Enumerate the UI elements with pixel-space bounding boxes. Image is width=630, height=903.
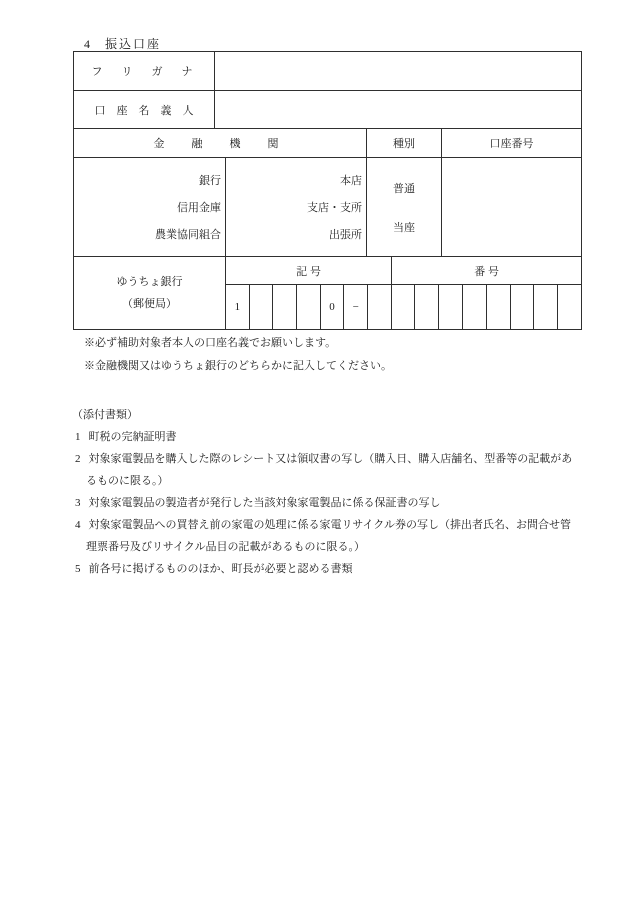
attachment-item (75, 426, 580, 448)
attachment-item-text: 前各号に掲げるもののほか、町長が必要と認める書類 (88, 563, 353, 575)
kigo-cell[interactable] (273, 285, 297, 329)
bango-header: 番 号 (474, 265, 499, 278)
branch-option-sub-branch: 出張所 (329, 229, 362, 242)
bank-detail-row (74, 157, 581, 256)
attachment-item-text: 対象家電製品を購入した際のレシート又は領収書の写し（購入日、購入店舗名、型番等の記載があるものに限る。） (86, 453, 573, 487)
bango-cell[interactable] (511, 285, 535, 329)
attachment-item (75, 448, 580, 492)
institution-option-shinkin: 信用金庫 (177, 201, 221, 214)
attachments-section (72, 404, 580, 580)
institution-options (74, 158, 226, 256)
section-number: 4 (84, 37, 92, 51)
furigana-label: フ リ ガ ナ (74, 52, 215, 90)
bango-cell-group (392, 285, 581, 329)
attachment-item (75, 558, 580, 580)
kigo-cell[interactable] (297, 285, 321, 329)
attachment-item-number: 1 (75, 431, 81, 443)
column-header-row (74, 128, 581, 157)
section-title: 振込口座 (105, 37, 162, 51)
attachment-item-text: 町税の完納証明書 (88, 431, 177, 443)
furigana-input[interactable] (215, 52, 581, 90)
note-account-holder: ※必ず補助対象者本人の口座名義でお願いします。 (84, 337, 337, 349)
bango-cell[interactable] (439, 285, 463, 329)
account-number-input[interactable] (442, 158, 581, 256)
kigo-header: 記 号 (226, 257, 392, 284)
institution-option-agri-coop: 農業協同組合 (155, 229, 221, 242)
post-office-label: （郵便局） (122, 298, 177, 310)
branch-option-branch: 支店・支所 (307, 201, 362, 214)
yucho-number-headers (226, 257, 581, 285)
bango-cell[interactable] (534, 285, 558, 329)
attachment-item-number: 3 (75, 497, 81, 509)
yucho-bank-row (74, 256, 581, 329)
attachment-item (75, 492, 580, 514)
attachment-item-text: 対象家電製品への買替え前の家電の処理に係る家電リサイクル券の写し（排出者氏名、お問合せ管理票番号及びリサイクル品目の記載があるものに限る。） (86, 519, 571, 553)
bango-cell[interactable] (415, 285, 439, 329)
bango-cell[interactable] (392, 285, 416, 329)
branch-option-head-office: 本店 (340, 174, 362, 187)
furigana-row (74, 52, 581, 90)
account-holder-label: 口 座 名 義 人 (74, 91, 215, 128)
branch-options (226, 158, 367, 256)
attachments-heading: （添付書類） (72, 409, 138, 421)
bango-cell[interactable] (558, 285, 581, 329)
account-holder-input[interactable] (215, 91, 581, 128)
section-heading (84, 35, 161, 52)
transfer-account-table (73, 51, 582, 330)
kigo-cell[interactable] (250, 285, 274, 329)
kigo-dash-cell: − (344, 285, 368, 329)
account-holder-row (74, 90, 581, 128)
yucho-bank-label (74, 257, 226, 329)
yucho-bank-name: ゆうちょ銀行 (116, 276, 183, 288)
bango-cell[interactable] (487, 285, 511, 329)
institution-header: 金 融 機 関 (74, 129, 367, 157)
account-number-header: 口座番号 (489, 138, 534, 150)
account-type-current: 当座 (393, 221, 415, 234)
kigo-cell[interactable] (368, 285, 392, 329)
institution-option-bank: 銀行 (199, 174, 221, 187)
account-type-options (367, 158, 442, 256)
kigo-cell: 1 (226, 285, 250, 329)
attachment-item-number: 5 (75, 563, 81, 575)
attachment-item-number: 2 (75, 453, 81, 465)
kigo-cell: 0 (321, 285, 345, 329)
attachment-item-text: 対象家電製品の製造者が発行した当該対象家電製品に係る保証書の写し (88, 497, 441, 509)
account-type-ordinary: 普通 (393, 182, 415, 195)
account-type-header: 種別 (367, 129, 442, 157)
bango-cell[interactable] (463, 285, 487, 329)
kigo-cell-group (226, 285, 392, 329)
attachment-item (75, 514, 580, 558)
note-choose-one: ※金融機関又はゆうちょ銀行のどちらかに記入してください。 (84, 360, 392, 372)
attachment-item-number: 4 (75, 519, 81, 531)
yucho-digit-cells (226, 285, 581, 329)
yucho-number-section (226, 257, 581, 329)
